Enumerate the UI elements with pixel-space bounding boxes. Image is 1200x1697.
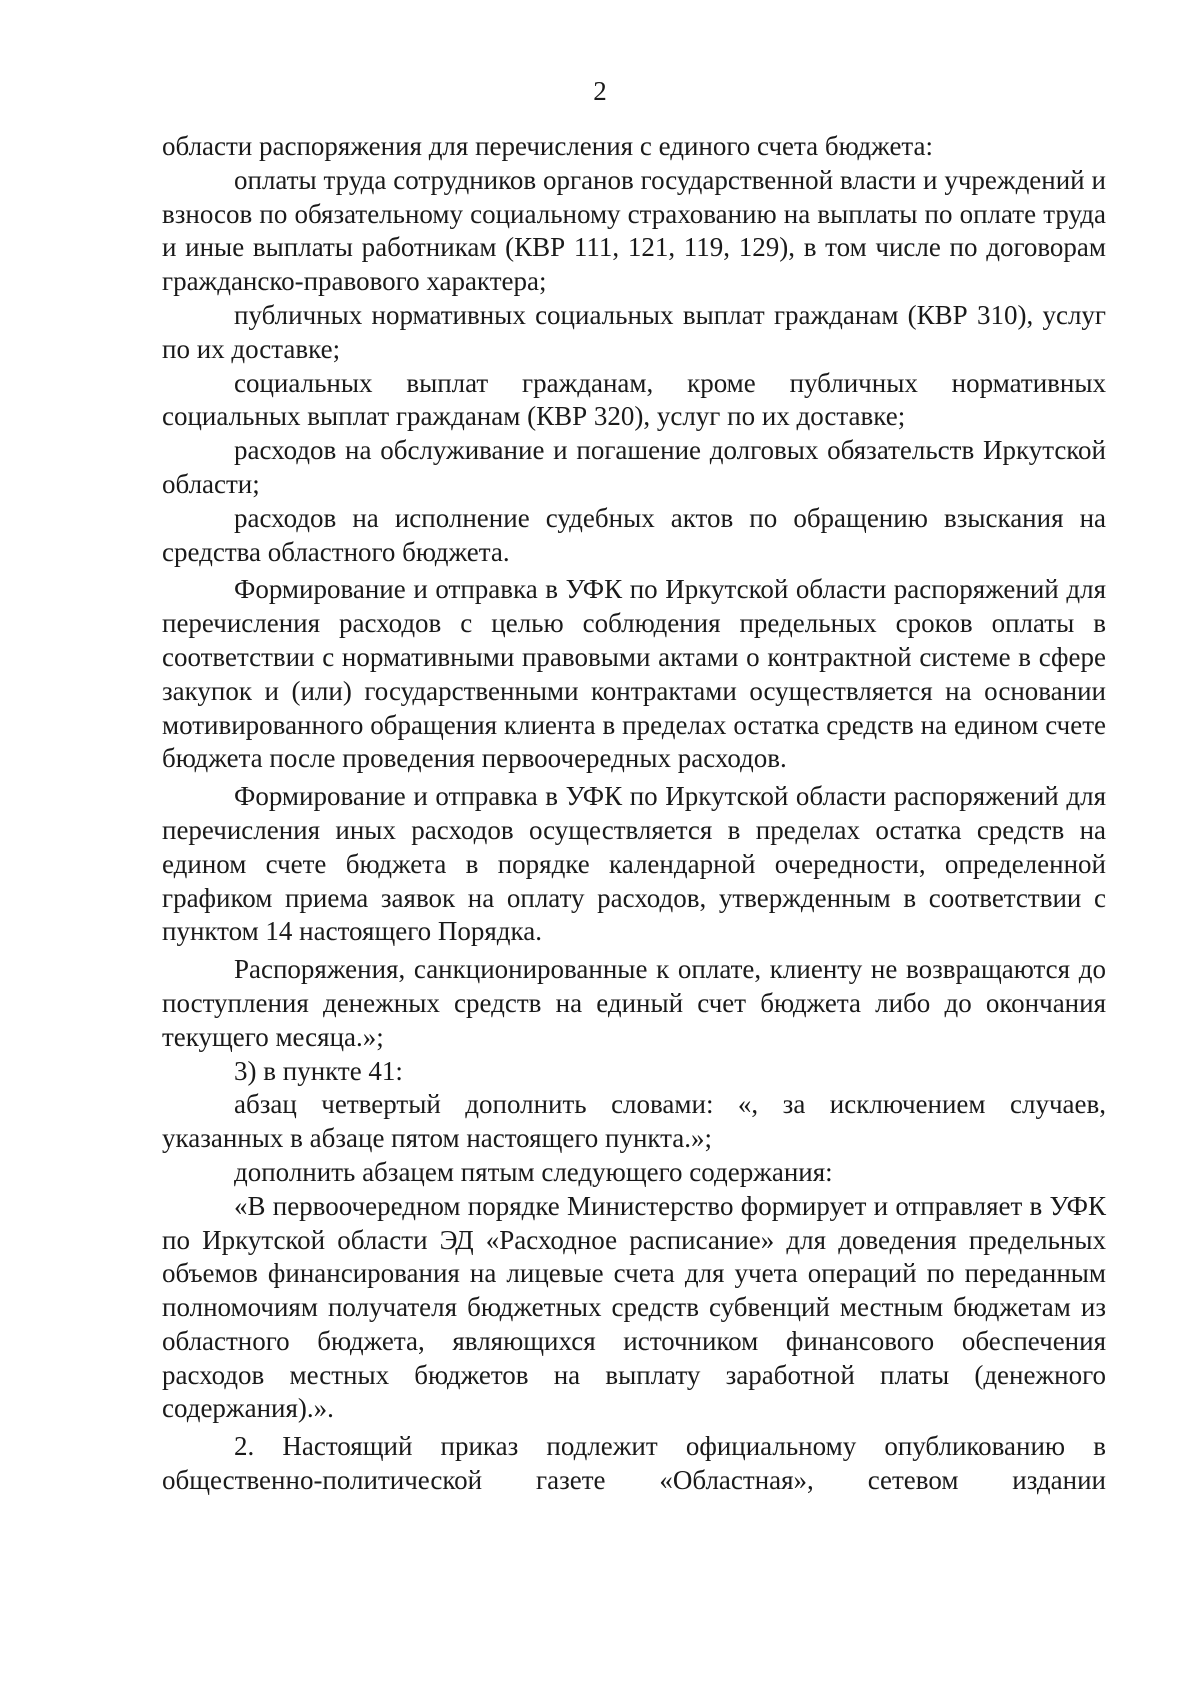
paragraph-item-41: 3) в пункте 41: (234, 1055, 403, 1086)
paragraph-labor-payments: оплаты труда сотрудников органов государственной власти и учреждений и взносов по обязательному социальному страхованию на выплаты по оплате труда и иные выплаты работникам (КВР 111, 121, 119, 129), в том числе по договорам гражданско-правового характера; (162, 164, 1106, 297)
paragraph-social-payments: социальных выплат гражданам, кроме публичных нормативных социальных выплат гражданам (КВР 320), услуг по их доставке; (162, 367, 1106, 432)
paragraph-fourth-paragraph-amendment: абзац четвертый дополнить словами: «, за исключением случаев, указанных в абзаце пятом настоящего пункта.»; (162, 1089, 1106, 1154)
paragraph-debt-service: расходов на обслуживание и погашение долговых обязательств Иркутской области; (162, 435, 1106, 499)
paragraph-fifth-paragraph-intro: дополнить абзацем пятым следующего содержания: (234, 1156, 833, 1187)
document-body (162, 130, 1106, 1498)
paragraph-sanctioned-orders: Распоряжения, санкционированные к оплате, клиенту не возвращаются до поступления денежных средств на единый счет бюджета либо до окончания текущего месяца.»; (162, 954, 1106, 1052)
paragraph-court-acts: расходов на исполнение судебных актов по обращению взыскания на средства областного бюджета. (162, 502, 1106, 567)
paragraph-contract-payments: Формирование и отправка в УФК по Иркутской области распоряжений для перечисления расходов с целью соблюдения предельных сроков оплаты в соответствии с нормативными правовыми актами о контрактной системе в сфере закупок и (или) государственными контрактами осуществляется на основании мотивированного обращения клиента в пределах остатка средств на едином счете бюджета после проведения первоочередных расходов. (162, 574, 1106, 774)
paragraph-other-expenses: Формирование и отправка в УФК по Иркутской области распоряжений для перечисления иных расходов осуществляется в пределах остатка средств на едином счете бюджета в порядке календарной очередности, определенной графиком приема заявок на оплату расходов, утвержденным в соответствии с пунктом 14 настоящего Порядка. (162, 781, 1106, 947)
paragraph-priority-order: «В первоочередном порядке Министерство формирует и отправляет в УФК по Иркутской области ЭД «Расходное расписание» для доведения предельных объемов финансирования на лицевые счета для учета операций по переданным полномочиям получателя бюджетных средств субвенций местным бюджетам из областного бюджета, являющихся источником финансового обеспечения расходов местных бюджетов на выплату заработной платы (денежного содержания).». (162, 1190, 1106, 1424)
paragraph-public-social-payments: публичных нормативных социальных выплат гражданам (КВР 310), услуг по их доставке; (162, 299, 1106, 364)
paragraph-publication: 2. Настоящий приказ подлежит официальному опубликованию в общественно-политической газете «Областная», сетевом издании (162, 1431, 1106, 1496)
paragraph-budget-account-heading: области распоряжения для перечисления с единого счета бюджета: (162, 131, 934, 161)
page-number: 2 (593, 76, 607, 106)
